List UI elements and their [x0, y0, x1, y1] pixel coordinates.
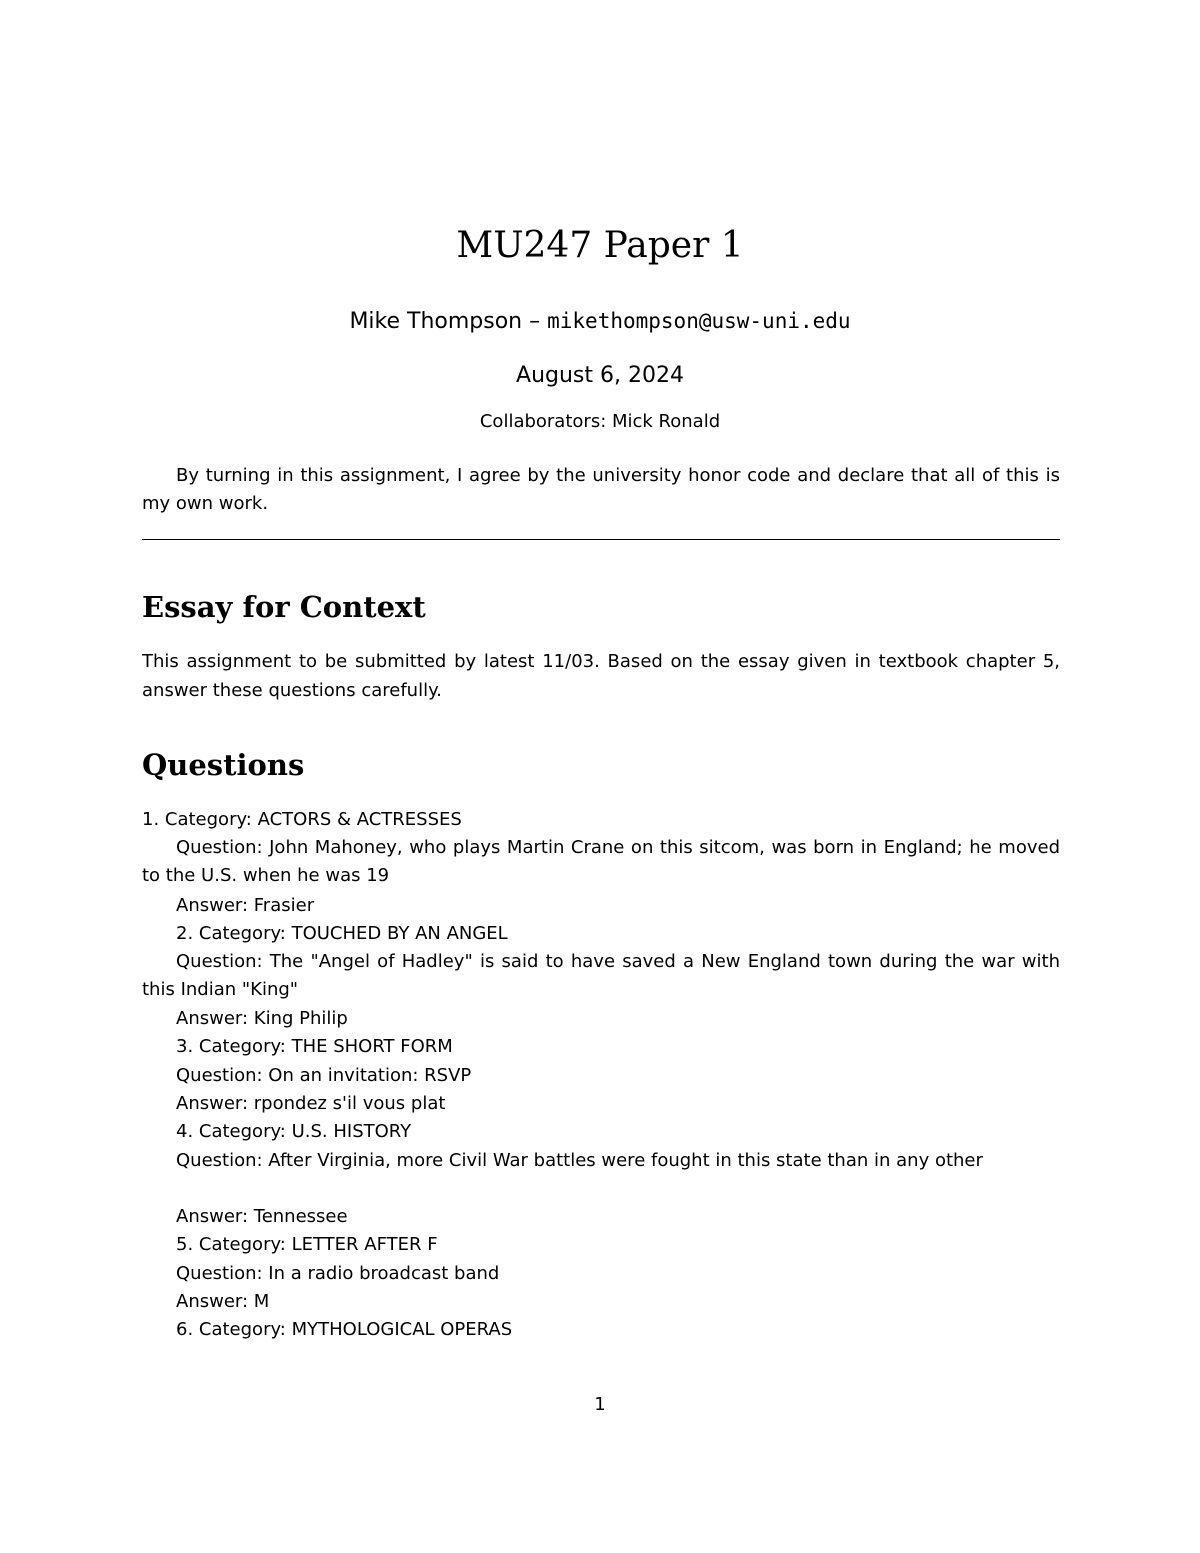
question-4-category: 4. Category: U.S. HISTORY	[176, 1121, 412, 1142]
paper-date: August 6, 2024	[516, 363, 684, 388]
question-2-category: 2. Category: TOUCHED BY AN ANGEL	[176, 923, 508, 944]
essay-heading: Essay for Context	[142, 590, 426, 624]
paper-title: MU247 Paper 1	[456, 225, 744, 266]
question-3-text: Question: On an invitation: RSVP	[176, 1065, 472, 1086]
author-email: mikethompson@usw-uni.edu	[547, 309, 851, 333]
page-number: 1	[594, 1394, 606, 1415]
question-4-answer: Answer: Tennessee	[176, 1206, 348, 1227]
honor-statement: By turning in this assignment, I agree by the university honor code and declare that all of this is my own work.	[142, 465, 1060, 514]
question-5-category: 5. Category: LETTER AFTER F	[176, 1234, 438, 1255]
question-3-answer: Answer: rpondez s'il vous plat	[176, 1093, 446, 1114]
author-name: Mike Thompson	[349, 309, 523, 334]
collaborators-line: Collaborators: Mick Ronald	[479, 411, 721, 432]
author-separator: –	[529, 309, 541, 334]
question-2-answer: Answer: King Philip	[176, 1008, 348, 1029]
question-1-category: 1. Category: ACTORS & ACTRESSES	[142, 809, 462, 830]
questions-heading: Questions	[142, 748, 305, 782]
question-5-answer: Answer: M	[176, 1291, 270, 1312]
question-5-text: Question: In a radio broadcast band	[176, 1263, 500, 1284]
question-4-text: Question: After Virginia, more Civil War battles were fought in this state than in any other	[176, 1150, 983, 1171]
question-3-category: 3. Category: THE SHORT FORM	[176, 1036, 453, 1057]
horizontal-rule	[142, 539, 1060, 540]
essay-body: This assignment to be submitted by latest 11/03. Based on the essay given in textbook chapter 5, answer these questions carefully.	[142, 651, 1060, 701]
question-1-answer: Answer: Frasier	[176, 895, 315, 916]
author-line	[0, 305, 1200, 338]
question-2-text: Question: The "Angel of Hadley" is said to have saved a New England town during the war with this Indian "King"	[142, 951, 1060, 1001]
question-6-category: 6. Category: MYTHOLOGICAL OPERAS	[176, 1319, 513, 1340]
question-1-text: Question: John Mahoney, who plays Martin Crane on this sitcom, was born in England; he moved to the U.S. when he was 19	[142, 837, 1060, 887]
